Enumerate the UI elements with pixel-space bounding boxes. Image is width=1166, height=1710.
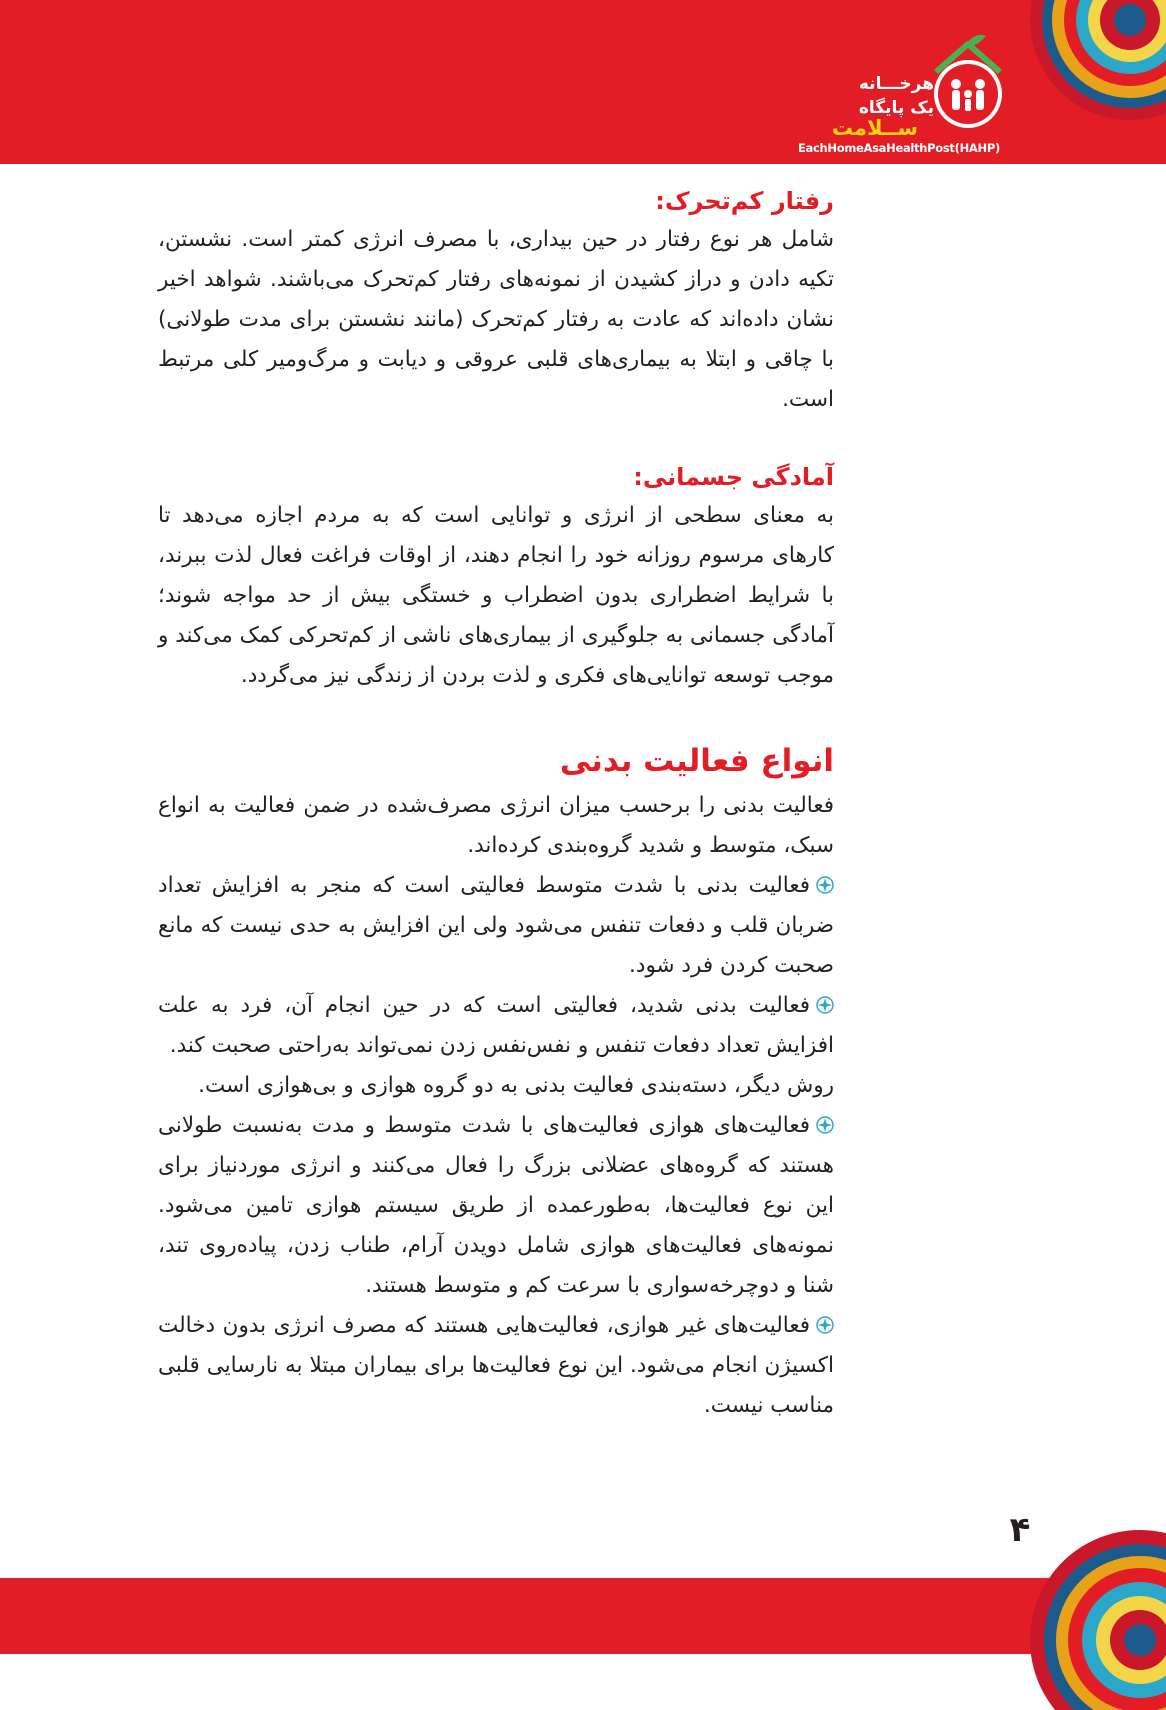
mandala-ornament-bottom xyxy=(990,1490,1166,1710)
bullet-anaerobic xyxy=(158,1306,834,1426)
floral-bullet-icon xyxy=(816,1116,834,1134)
other-method-text: روش دیگر، دسته‌بندی فعالیت بدنی به دو گروه هوازی و بی‌هوازی است. xyxy=(198,1073,834,1098)
types-title: انواع فعالیت بدنی xyxy=(559,743,834,779)
logo-english-text: EachHomeAsaHealthPost(HAHP) xyxy=(798,141,1000,155)
mandala-ornament-top xyxy=(1010,0,1166,160)
logo-text-line2: یک پایگاه xyxy=(858,98,934,118)
page-content xyxy=(158,182,834,1426)
types-intro: فعالیت بدنی را برحسب میزان انرژی مصرف‌شده در ضمن فعالیت به انواع سبک، متوسط و شدید گروه‌بندی کرده‌اند. xyxy=(158,793,834,858)
bullet-vigorous xyxy=(158,986,834,1066)
bullet-aerobic-text: فعالیت‌های هوازی فعالیت‌های با شدت متوسط و مدت به‌نسبت طولانی هستند که گروه‌های عضلانی بزرگ را فعال می‌کنند و انرژی موردنیاز برای این نوع فعالیت‌ها، به‌طورعمده از طریق سیستم هوازی تامین می‌شود. نمونه‌های فعالیت‌های هوازی شامل دویدن آرام، طناب زدن، پیاده‌روی تند، شنا و دوچرخه‌سواری با سرعت کم و متوسط هستند. xyxy=(158,1113,834,1298)
bullet-moderate-text: فعالیت بدنی با شدت متوسط فعالیتی است که منجر به افزایش تعداد ضربان قلب و دفعات تنفس می‌شود ولی این افزایش به حدی نیست که مانع صحبت کردن فرد شود. xyxy=(158,873,834,978)
page-number: ۴ xyxy=(1009,1510,1031,1550)
logo-text-line3: ســلامت xyxy=(831,116,918,140)
sedentary-text: شامل هر نوع رفتار در حین بیداری، با مصرف انرژی کمتر است. نشستن، تکیه دادن و دراز کشیدن از نمونه‌های رفتار کم‌تحرک می‌باشند. شواهد اخیر نشان داده‌اند که عادت به رفتار کم‌تحرک (مانند نشستن برای مدت طولانی) با چاقی و ابتلا به بیماری‌های قلبی عروقی و دیابت و مرگ‌ومیر کلی مرتبط است. xyxy=(158,227,834,412)
bullet-moderate xyxy=(158,866,834,986)
bullet-vigorous-text: فعالیت بدنی شدید، فعالیتی است که در حین انجام آن، فرد به علت افزایش تعداد دفعات تنفس و نفس‌نفس زدن نمی‌تواند به‌راحتی صحبت کند. xyxy=(158,993,834,1058)
floral-bullet-icon xyxy=(816,996,834,1014)
fitness-title: آمادگی جسمانی: xyxy=(633,463,834,491)
fitness-text: به معنای سطحی از انرژی و توانایی است که به مردم اجازه می‌دهد تا کارهای مرسوم روزانه خود را انجام دهند، از اوقات فراغت فعال لذت ببرند، با شرایط اضطراری بدون اضطراب و خستگی بیش از حد مواجه شوند؛ آمادگی جسمانی به جلوگیری از بیماری‌های ناشی از کم‌تحرکی کمک می‌کند و موجب توسعه توانایی‌های فکری و لذت بردن از زندگی نیز می‌گردد. xyxy=(158,503,834,688)
house-apple-family-icon xyxy=(926,32,1010,136)
logo xyxy=(798,28,1006,160)
sedentary-title: رفتار کم‌تحرک: xyxy=(655,187,834,215)
logo-text-line1: هرخـــانه xyxy=(858,74,934,94)
bullet-anaerobic-text: فعالیت‌های غیر هوازی، فعالیت‌هایی هستند که مصرف انرژی بدون دخالت اکسیژن انجام می‌شود. این نوع فعالیت‌ها برای بیماران مبتلا به نارسایی قلبی مناسب نیست. xyxy=(158,1313,834,1418)
bullet-aerobic xyxy=(158,1106,834,1306)
floral-bullet-icon xyxy=(816,876,834,894)
floral-bullet-icon xyxy=(816,1316,834,1334)
